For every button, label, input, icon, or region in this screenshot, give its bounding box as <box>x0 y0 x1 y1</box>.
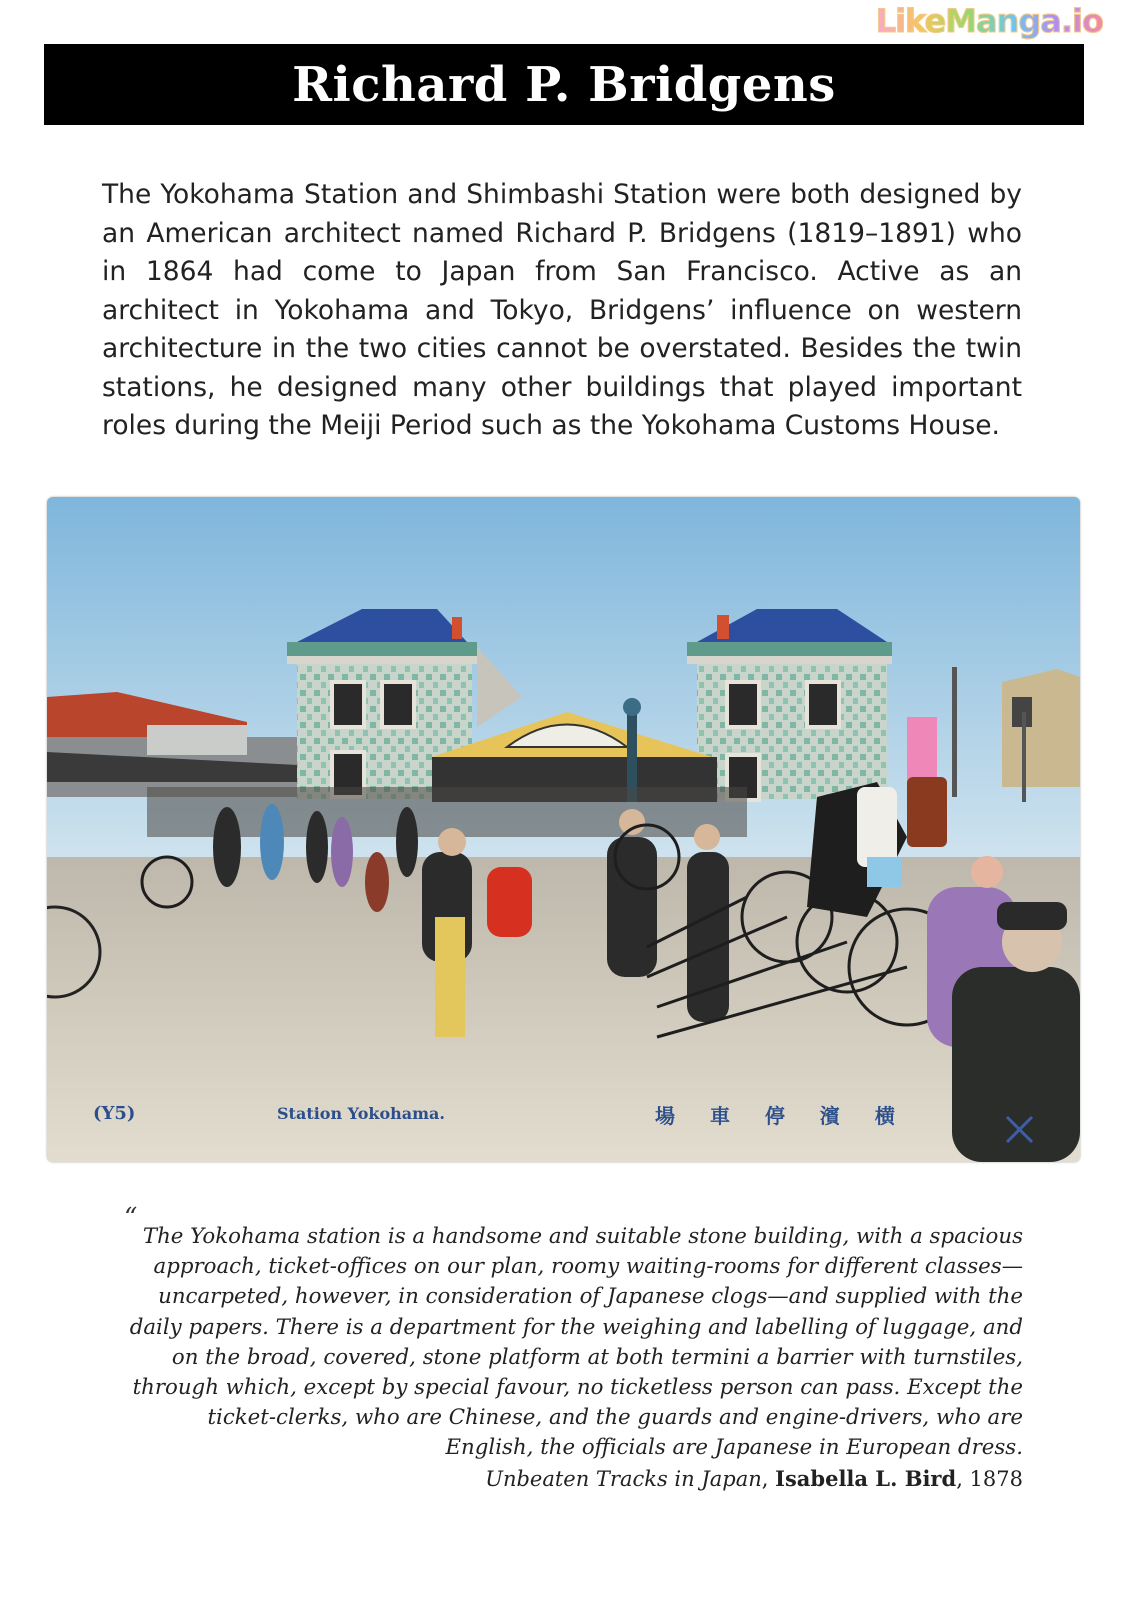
title-banner <box>44 44 1084 125</box>
citation-separator-2: , <box>956 1467 970 1491</box>
citation <box>118 1466 1023 1491</box>
book-quote: The Yokohama station is a handsome and suitable stone building, with a spacious approach, ticket-offices on our plan, roomy waiting-rooms for different classes—uncarpeted, however, in consideration of Japanese clogs—and supplied with the daily papers. There is a department for the weighing and labelling of luggage, and on the broad, covered, stone platform at both termini a barrier with turnstiles, through which, except by special favour, no ticketless person can pass. Except the ticket-clerks, who are Chinese, and the guards and engine-drivers, who are English, the officials are Japanese in European dress. <box>129 1224 1023 1461</box>
citation-separator: , <box>761 1467 776 1491</box>
intro-paragraph: The Yokohama Station and Shimbashi Station were both designed by an American architect named Richard P. Bridgens (1819–1891) who in 1864 had come to Japan from San Francisco. Active as an architect in Yokohama and Tokyo, Bridgens’ influence on western architecture in the two cities cannot be overstated. Besides the twin stations, he designed many other buildings that played important roles during the Meiji Period such as the Yokohama Customs House. <box>102 179 1022 441</box>
open-quote-mark: “ <box>124 1203 138 1233</box>
postcard-code: (Y5) <box>93 1103 136 1124</box>
page-title: Richard P. Bridgens <box>292 56 836 113</box>
postcard-photo <box>47 497 1080 1162</box>
station-illustration <box>47 497 1080 1162</box>
citation-book: Unbeaten Tracks in Japan <box>485 1467 762 1491</box>
citation-author: Isabella L. Bird <box>775 1466 957 1491</box>
watermark-text: LikeManga.io <box>875 2 1103 40</box>
citation-year: 1878 <box>969 1467 1023 1491</box>
postcard-caption: Station Yokohama. <box>277 1104 445 1123</box>
site-watermark <box>876 4 1103 38</box>
postcard-kanji: 場 車 停 濱 横 <box>655 1104 909 1128</box>
